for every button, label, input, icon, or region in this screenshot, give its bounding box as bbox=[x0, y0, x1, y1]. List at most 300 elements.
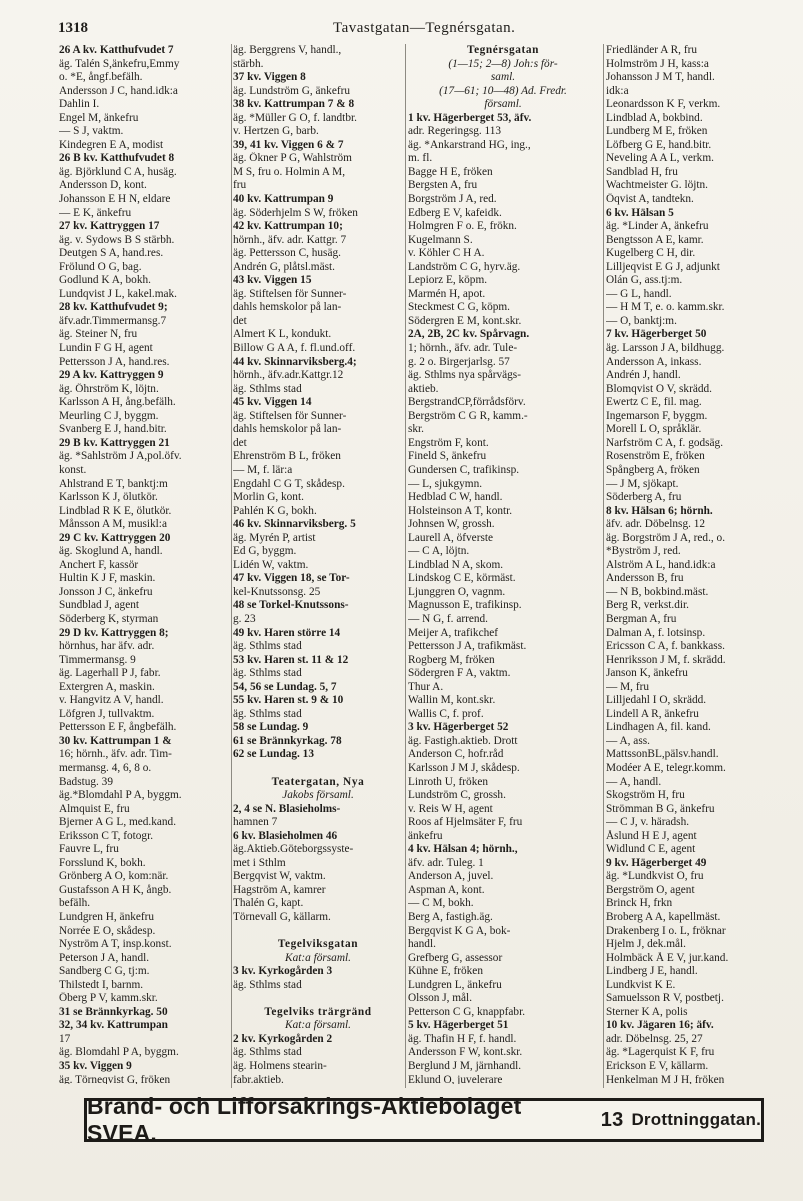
page-header bbox=[58, 14, 758, 40]
directory-line: — A, handl. bbox=[606, 775, 662, 788]
property-entry: 43 kv. Viggen 15 bbox=[233, 274, 312, 287]
directory-column-3 bbox=[408, 44, 598, 1084]
directory-line: Brinck H, frkn bbox=[606, 897, 673, 910]
directory-line: äg. Talén S,änkefru,Emmy bbox=[59, 57, 180, 70]
directory-line: äg. Sthlms stad bbox=[233, 707, 302, 720]
directory-line: Kugelberg C H, dir. bbox=[606, 247, 696, 260]
directory-line: Lundin F G H, agent bbox=[59, 342, 153, 355]
directory-line: Widlund C E, agent bbox=[606, 843, 696, 856]
directory-line: Pahlén K G, bokh. bbox=[233, 504, 317, 517]
directory-line: fru bbox=[233, 179, 247, 192]
street-heading: Teatergatan, Nya bbox=[271, 775, 365, 788]
directory-line: hörnh., äfv. adr. Kattgr. 7 bbox=[233, 233, 347, 246]
directory-line: äg. Holmens stearin- bbox=[233, 1060, 327, 1073]
directory-line: Strömman B G, änkefru bbox=[606, 802, 715, 815]
directory-line: Sundblad J, agent bbox=[59, 599, 140, 612]
column-divider bbox=[603, 44, 604, 1088]
directory-line: Lundgren H, änkefru bbox=[59, 911, 155, 923]
directory-line: Alström A L, hand.idk:a bbox=[606, 558, 716, 571]
directory-line: Gundersen C, trafikinsp. bbox=[408, 463, 520, 476]
directory-line: Öqvist A, tandtekn. bbox=[606, 193, 694, 206]
property-entry: 30 kv. Kattrumpan 1 & bbox=[59, 734, 172, 747]
directory-line: 16; hörnh., äfv. adr. Tim- bbox=[59, 748, 172, 761]
page-number: 1318 bbox=[58, 20, 88, 36]
directory-line: äg. Lagerhall P J, fabr. bbox=[59, 667, 161, 680]
directory-line: o. *E, ångf.befälh. bbox=[59, 71, 143, 84]
property-entry: 9 kv. Hägerberget 49 bbox=[606, 856, 707, 869]
directory-line: Lindblad A, bokbind. bbox=[606, 111, 703, 124]
directory-line: Lepiorz E, köpm. bbox=[408, 274, 488, 287]
directory-line: Olsson J, mål. bbox=[408, 992, 473, 1005]
directory-line: 17 bbox=[59, 1032, 71, 1045]
directory-line: äg. *Ankarstrand HG, ing., bbox=[408, 138, 531, 151]
directory-line: äg. Borgström J A, red., o. bbox=[606, 531, 726, 544]
property-entry: 6 kv. Hälsan 5 bbox=[606, 206, 674, 219]
parish-line: saml. bbox=[490, 71, 516, 84]
property-entry: 45 kv. Viggen 14 bbox=[233, 396, 312, 409]
directory-line: — C A, löjtn. bbox=[408, 545, 470, 558]
directory-line: Söderberg K, styrman bbox=[59, 612, 159, 625]
directory-line: äg. *Sahlström J A,pol.öfv. bbox=[59, 450, 182, 463]
directory-line: Andersson F W, kont.skr. bbox=[408, 1046, 523, 1059]
directory-line: Ljunggren O, vagnm. bbox=[408, 585, 506, 598]
directory-line: — A, ass. bbox=[606, 734, 650, 747]
directory-line: — L, sjukgymn. bbox=[408, 477, 483, 490]
directory-line: Berglund J M, järnhandl. bbox=[408, 1060, 522, 1073]
directory-line: Ericsson C A, f. bankkass. bbox=[606, 640, 725, 653]
directory-line: Wallin M, kont.skr. bbox=[408, 694, 496, 707]
directory-line: Modéer A E, telegr.komm. bbox=[606, 761, 726, 774]
directory-line: Jonsson J C, änkefru bbox=[59, 585, 153, 598]
directory-line: Drakenberg I o. L, fröknar bbox=[606, 924, 726, 937]
property-entry: 49 kv. Haren större 14 bbox=[233, 626, 341, 639]
directory-line: äfv. adr. Döbelnsg. 12 bbox=[606, 518, 706, 531]
directory-line: Norrée E O, skådesp. bbox=[59, 924, 156, 937]
directory-line: — G L, handl. bbox=[606, 287, 672, 300]
directory-line: Holmström J H, kass:a bbox=[606, 57, 709, 70]
directory-line: äg. Törneqvist G, fröken bbox=[59, 1073, 171, 1084]
street-heading: Tegelviks trärgränd bbox=[264, 1005, 372, 1018]
directory-line: Lindskog C E, körmäst. bbox=[408, 572, 516, 585]
ad-street: Drottninggatan. bbox=[631, 1110, 761, 1129]
directory-line: — J M, sjökapt. bbox=[606, 477, 679, 490]
directory-line: Bagge H E, fröken bbox=[408, 165, 493, 178]
directory-line bbox=[233, 762, 403, 776]
directory-line: — N G, f. arrend. bbox=[408, 612, 488, 625]
property-entry: 2 kv. Kyrkogården 2 bbox=[233, 1032, 333, 1045]
property-entry: 40 kv. Kattrumpan 9 bbox=[233, 193, 334, 206]
directory-line: *Byström J, red. bbox=[606, 545, 681, 558]
directory-line: Söderberg A, fru bbox=[606, 491, 682, 504]
directory-line: konst. bbox=[59, 463, 87, 476]
directory-line: Andrén J, handl. bbox=[606, 369, 681, 382]
directory-line: Löfberg G E, hand.bitr. bbox=[606, 138, 712, 151]
directory-line: Bjerner A G L, med.kand. bbox=[59, 816, 177, 829]
directory-line: stärbh. bbox=[233, 57, 264, 70]
directory-line: met i Sthlm bbox=[233, 856, 286, 869]
directory-line: Lundgren L, änkefru bbox=[408, 978, 502, 991]
directory-line: äg. Stiftelsen för Sunner- bbox=[233, 287, 347, 300]
directory-line: äg.Aktieb.Göteborgssyste- bbox=[233, 843, 354, 856]
property-entry: 42 kv. Kattrumpan 10; bbox=[233, 220, 343, 233]
directory-line: mermansg. 4, 6, 8 o. bbox=[59, 761, 152, 774]
directory-line: Godlund K A, bokh. bbox=[59, 274, 151, 287]
running-title: Tavastgatan—Tegnérsgatan. bbox=[333, 20, 516, 36]
property-entry: 3 kv. Hägerberget 52 bbox=[408, 721, 509, 734]
property-entry: 3 kv. Kyrkogården 3 bbox=[233, 965, 333, 978]
directory-line: Södergren E M, kont.skr. bbox=[408, 314, 522, 327]
property-entry: 7 kv. Hägerberget 50 bbox=[606, 328, 707, 341]
directory-line: Thilstedt I, barnm. bbox=[59, 978, 144, 991]
directory-line: — S J, vaktm. bbox=[59, 125, 124, 138]
directory-line: Extergren A, maskin. bbox=[59, 680, 155, 693]
directory-line: äg. *Lagerquist K F, fru bbox=[606, 1046, 715, 1059]
directory-line: Lundberg M E, fröken bbox=[606, 125, 708, 138]
property-entry: 54, 56 se Lundag. 5, 7 bbox=[233, 680, 337, 693]
column-divider bbox=[405, 44, 406, 1088]
directory-line: BergstrandCP,förrådsförv. bbox=[408, 396, 526, 409]
directory-line: Lindhagen A, fil. kand. bbox=[606, 721, 711, 734]
directory-line: Åslund H E J, agent bbox=[606, 829, 697, 842]
directory-line: Lindell A R, änkefru bbox=[606, 707, 699, 720]
property-entry: 46 kv. Skinnarviksberg. 5 bbox=[233, 518, 356, 531]
directory-line: äg. Lundström G, änkefru bbox=[233, 84, 351, 97]
directory-line: äg. *Lundkvist O, fru bbox=[606, 870, 704, 883]
directory-line: Timmermansg. 9 bbox=[59, 653, 136, 666]
directory-line: Svanberg E J, hand.bitr. bbox=[59, 423, 167, 436]
directory-line: äg. Steiner N, fru bbox=[59, 328, 138, 341]
directory-line: Marmén H, apot. bbox=[408, 287, 486, 300]
directory-line: Dahlin I. bbox=[59, 98, 100, 111]
directory-line: det bbox=[233, 314, 247, 327]
directory-line: — N B, bokbind.mäst. bbox=[606, 585, 709, 598]
directory-line: Anderson A, juvel. bbox=[408, 870, 494, 883]
directory-line: Hagström A, kamrer bbox=[233, 883, 326, 896]
directory-line: Narfström C A, f. godsäg. bbox=[606, 436, 724, 449]
directory-line: Bergström O, agent bbox=[606, 883, 695, 896]
directory-line: g. 23 bbox=[233, 612, 256, 625]
directory-line: fabr.aktieb. bbox=[233, 1073, 284, 1084]
directory-line: Öberg P V, kamm.skr. bbox=[59, 992, 158, 1005]
directory-line: — M, fru bbox=[606, 680, 649, 693]
directory-line: äg. Myrén P, artist bbox=[233, 531, 316, 544]
property-entry: 55 kv. Haren st. 9 & 10 bbox=[233, 694, 344, 707]
directory-line: äg. Sthlms stad bbox=[233, 667, 302, 680]
directory-line: Sandblad H, fru bbox=[606, 165, 678, 178]
directory-line: äg. Sthlms stad bbox=[233, 382, 302, 395]
directory-line: Pettersson J A, hand.res. bbox=[59, 355, 170, 368]
advertisement-banner bbox=[84, 1093, 764, 1146]
directory-line: Lindberg J E, handl. bbox=[606, 965, 698, 978]
parish-line: Kat:a församl. bbox=[285, 951, 351, 964]
directory-line: Bergsten A, fru bbox=[408, 179, 478, 192]
directory-line: Forsslund K, bokh. bbox=[59, 856, 146, 869]
property-entry: 5 kv. Hägerberget 51 bbox=[408, 1019, 509, 1032]
directory-line: äg. Berggrens V, handl., bbox=[233, 44, 342, 56]
directory-line: Hjelm J, dek.mål. bbox=[606, 938, 687, 951]
directory-line: kel-Knutssonsg. 25 bbox=[233, 585, 321, 598]
directory-line: Morlin G, kont. bbox=[233, 491, 304, 504]
directory-line: Johansson E H N, eldare bbox=[59, 193, 171, 206]
directory-line: Bergström C G R, kamm.- bbox=[408, 409, 528, 422]
directory-line: dahls hemskolor på lan- bbox=[233, 301, 342, 314]
directory-line: idk:a bbox=[606, 84, 629, 97]
directory-line: det bbox=[233, 436, 247, 449]
directory-line: hamnen 7 bbox=[233, 816, 278, 829]
property-entry: 27 kv. Kattryggen 17 bbox=[59, 220, 160, 233]
directory-line: adr. Döbelnsg. 25, 27 bbox=[606, 1032, 703, 1045]
directory-line: äg.*Blomdahl P A, byggm. bbox=[59, 789, 182, 802]
directory-line: Neveling A A L, verkm. bbox=[606, 152, 714, 165]
directory-line: Ahlstrand E T, banktj:m bbox=[59, 477, 168, 490]
property-entry: 29 D kv. Kattryggen 8; bbox=[59, 626, 169, 639]
directory-line: äg. Sthlms nya spårvägs- bbox=[408, 369, 521, 382]
parish-line: Kat:a församl. bbox=[285, 1019, 351, 1032]
directory-line: Edberg E V, kafeidk. bbox=[408, 206, 502, 219]
directory-line: Friedländer A R, fru bbox=[606, 44, 697, 56]
directory-line: äg. Blomdahl P A, byggm. bbox=[59, 1046, 179, 1059]
directory-line: Eriksson C T, fotogr. bbox=[59, 829, 154, 842]
directory-line: Deutgen S A, hand.res. bbox=[59, 247, 164, 260]
directory-line: Erickson E V, källarm. bbox=[606, 1060, 709, 1073]
directory-line: Lilljeqvist E G J, adjunkt bbox=[606, 260, 720, 273]
directory-line: Södergren F A, vaktm. bbox=[408, 667, 511, 680]
directory-line: äfv. adr. Tuleg. 1 bbox=[408, 856, 484, 869]
directory-line: Eklund O, juvelerare bbox=[408, 1073, 503, 1084]
directory-column-1 bbox=[59, 44, 229, 1084]
directory-line: Fineld S, änkefru bbox=[408, 450, 487, 463]
parish-line: (17—61; 10—48) Ad. Fredr. bbox=[439, 84, 567, 97]
directory-line: v. Köhler C H A. bbox=[408, 247, 485, 260]
directory-line: Hultin K J F, maskin. bbox=[59, 572, 156, 585]
directory-line: Henriksson J M, f. skrädd. bbox=[606, 653, 726, 666]
property-entry: 1 kv. Hägerberget 53, äfv. bbox=[408, 111, 532, 124]
directory-line: Holsteinson A T, kontr. bbox=[408, 504, 513, 517]
directory-line: Wallis C, f. prof. bbox=[408, 707, 484, 720]
directory-line: Ehrenström B L, fröken bbox=[233, 450, 341, 463]
directory-line: Hedblad C W, handl. bbox=[408, 491, 503, 504]
column-divider bbox=[231, 44, 232, 1088]
property-entry: 39, 41 kv. Viggen 6 & 7 bbox=[233, 138, 344, 151]
property-entry: 44 kv. Skinnarviksberg.4; bbox=[233, 355, 357, 368]
directory-line: hörnhus, har äfv. adr. bbox=[59, 640, 155, 653]
directory-line: Meijer A, trafikchef bbox=[408, 626, 499, 639]
directory-line: Lundström C, grossh. bbox=[408, 789, 506, 802]
directory-line: Samuelsson R V, postbetj. bbox=[606, 992, 724, 1005]
property-entry: 61 se Brännkyrkag. 78 bbox=[233, 734, 342, 747]
directory-line: Holmbäck Å E V, jur.kand. bbox=[606, 951, 729, 964]
directory-line: Badstug. 39 bbox=[59, 775, 113, 788]
directory-line: Olán G, ass.tj:m. bbox=[606, 274, 683, 287]
directory-line: äg. Fastigh.aktieb. Drott bbox=[408, 734, 518, 747]
directory-line: Bengtsson A E, kamr. bbox=[606, 233, 704, 246]
directory-line: äg. Söderhjelm S W, fröken bbox=[233, 206, 358, 219]
directory-line: Fauvre L, fru bbox=[59, 843, 119, 856]
directory-line: Skogström H, fru bbox=[606, 789, 685, 802]
directory-line: Pettersson J A, trafikmäst. bbox=[408, 640, 527, 653]
directory-line: Engel M, änkefru bbox=[59, 111, 139, 124]
property-entry: 38 kv. Kattrumpan 7 & 8 bbox=[233, 98, 355, 111]
directory-line: Andersson J C, hand.idk:a bbox=[59, 84, 178, 97]
directory-line: Lidén W, vaktm. bbox=[233, 558, 309, 571]
property-entry: 8 kv. Hälsan 6; hörnh. bbox=[606, 504, 713, 517]
directory-line: äg. Öhrström K, löjtn. bbox=[59, 382, 159, 395]
directory-line: hörnh., äfv.adr.Kattgr.12 bbox=[233, 369, 344, 382]
property-entry: 2, 4 se N. Blasieholms- bbox=[233, 802, 341, 815]
property-entry: 29 A kv. Kattryggen 9 bbox=[59, 369, 164, 382]
directory-line: äfv.adr.Timmermansg.7 bbox=[59, 314, 167, 327]
directory-line: Broberg A A, kapellmäst. bbox=[606, 911, 721, 923]
directory-line: Thalén G, kapt. bbox=[233, 897, 304, 910]
directory-line: Kugelmann S. bbox=[408, 233, 473, 246]
property-entry: 4 kv. Hälsan 4; hörnh., bbox=[408, 843, 518, 856]
directory-line: Karlsson A H, ång.befälh. bbox=[59, 396, 176, 409]
directory-line: äg. Pettersson C, husäg. bbox=[233, 247, 341, 260]
property-entry: 29 C kv. Kattryggen 20 bbox=[59, 531, 171, 544]
directory-line: Berg R, verkst.dir. bbox=[606, 599, 689, 612]
directory-line: äg. Larsson J A, bildhugg. bbox=[606, 342, 725, 355]
directory-line: Grönberg A O, kom:när. bbox=[59, 870, 169, 883]
directory-line: Månsson A M, musikl:a bbox=[59, 518, 167, 531]
directory-line: v. Reis W H, agent bbox=[408, 802, 493, 815]
directory-line: Steckmest C G, köpm. bbox=[408, 301, 510, 314]
directory-line: Holmgren F o. E, frökn. bbox=[408, 220, 517, 233]
directory-line: Lindblad R K E, ölutkör. bbox=[59, 504, 172, 517]
directory-line: äg. Björklund C A, husäg. bbox=[59, 165, 177, 178]
directory-line bbox=[233, 925, 403, 939]
property-entry: 29 B kv. Kattryggen 21 bbox=[59, 436, 170, 449]
property-entry: 10 kv. Jägaren 16; äfv. bbox=[606, 1019, 714, 1032]
directory-line: Johnsen W, grossh. bbox=[408, 518, 495, 531]
directory-line: Kühne E, fröken bbox=[408, 965, 483, 978]
property-entry: 32, 34 kv. Kattrumpan bbox=[59, 1019, 168, 1032]
property-entry: 37 kv. Viggen 8 bbox=[233, 71, 306, 84]
street-heading: Tegnérsgatan bbox=[466, 44, 540, 56]
directory-line: Billow G A A, f. fl.und.off. bbox=[233, 342, 356, 355]
directory-line: skr. bbox=[408, 423, 425, 436]
parish-line: församl. bbox=[484, 98, 522, 111]
directory-line: v. Hangvitz A V, handl. bbox=[59, 694, 164, 707]
property-entry: 35 kv. Viggen 9 bbox=[59, 1060, 132, 1073]
directory-line: Grefberg G, assessor bbox=[408, 951, 503, 964]
directory-line: Magnusson E, trafikinsp. bbox=[408, 599, 522, 612]
directory-line: Anderson C, hofr.råd bbox=[408, 748, 504, 761]
directory-line: MattssonBL,pälsv.handl. bbox=[606, 748, 719, 761]
property-entry: 62 se Lundag. 13 bbox=[233, 748, 314, 761]
ad-street-number: 13 bbox=[600, 1108, 624, 1131]
directory-line: Bergman A, fru bbox=[606, 612, 677, 625]
directory-line: Kindegren E A, modist bbox=[59, 138, 164, 151]
directory-line: äg. Sthlms stad bbox=[233, 978, 302, 991]
directory-line: Johansson J M T, handl. bbox=[606, 71, 715, 84]
directory-line: Andersson D, kont. bbox=[59, 179, 147, 192]
directory-line: — C J, v. häradsh. bbox=[606, 816, 690, 829]
directory-line: Anchert F, kassör bbox=[59, 558, 139, 571]
directory-line: aktieb. bbox=[408, 382, 439, 395]
directory-line: äg. Sthlms stad bbox=[233, 1046, 302, 1059]
directory-line: Lundqvist J L, kakel.mak. bbox=[59, 287, 177, 300]
directory-line: Peterson J A, handl. bbox=[59, 951, 150, 964]
directory-line: Wachtmeister G. löjtn. bbox=[606, 179, 708, 192]
directory-line: Sandberg C G, tj:m. bbox=[59, 965, 150, 978]
directory-line: Lundkvist K E. bbox=[606, 978, 676, 991]
directory-line: Andersson A, inkass. bbox=[606, 355, 702, 368]
directory-line: 1; hörnh., äfv. adr. Tule- bbox=[408, 342, 518, 355]
directory-line: Bergqvist K G A, bok- bbox=[408, 924, 511, 937]
directory-line: Lilljedahl I O, skrädd. bbox=[606, 694, 707, 707]
directory-line: Morell L O, språklär. bbox=[606, 423, 702, 436]
property-entry: 53 kv. Haren st. 11 & 12 bbox=[233, 653, 349, 666]
directory-line: Törnevall G, källarm. bbox=[233, 911, 331, 923]
directory-line: Pettersson E F, ångbefälh. bbox=[59, 721, 177, 734]
directory-line: Aspman A, kont. bbox=[408, 883, 485, 896]
directory-line: Linroth U, fröken bbox=[408, 775, 488, 788]
directory-line: Almquist E, fru bbox=[59, 802, 130, 815]
directory-line: — H M T, e. o. kamm.skr. bbox=[606, 301, 725, 314]
directory-line: Thur A. bbox=[408, 680, 444, 693]
directory-line: Frölund O G, bag. bbox=[59, 260, 142, 273]
directory-line: Engström F, kont. bbox=[408, 436, 489, 449]
directory-line: Löfgren J, tullvaktm. bbox=[59, 707, 155, 720]
street-heading: Tegelviksgatan bbox=[277, 938, 359, 951]
directory-line: g. 2 o. Birgerjarlsg. 57 bbox=[408, 355, 510, 368]
directory-line: Petterson C G, knappfabr. bbox=[408, 1005, 526, 1018]
property-entry: 31 se Brännkyrkag. 50 bbox=[59, 1005, 168, 1018]
ad-company: Brand- och Lifförsäkrings-Aktiebolaget SVEA. bbox=[87, 1093, 522, 1146]
directory-line: Karlsson J M J, skådesp. bbox=[408, 761, 520, 774]
directory-line: — O, banktj:m. bbox=[606, 314, 677, 327]
directory-line: Laurell A, öfverste bbox=[408, 531, 494, 544]
property-entry: 48 se Torkel-Knutssons- bbox=[233, 599, 349, 612]
directory-line: Henkelman M J H, fröken bbox=[606, 1073, 725, 1084]
directory-line: — C M, bokh. bbox=[408, 897, 474, 910]
directory-line: äg. Sthlms stad bbox=[233, 640, 302, 653]
directory-line: Andersson B, fru bbox=[606, 572, 684, 585]
directory-line: Andrén G, plåtsl.mäst. bbox=[233, 260, 335, 273]
directory-line: Borgström J A, red. bbox=[408, 193, 497, 206]
directory-line: — E K, änkefru bbox=[59, 206, 132, 219]
property-entry: 26 B kv. Katthufvudet 8 bbox=[59, 152, 175, 165]
directory-line: v. Hertzen G, barb. bbox=[233, 125, 319, 138]
directory-line: äg. v. Sydows B S stärbh. bbox=[59, 233, 175, 246]
directory-line: Sterner K A, polis bbox=[606, 1005, 688, 1018]
property-entry: 58 se Lundag. 9 bbox=[233, 721, 309, 734]
directory-column-2 bbox=[233, 44, 403, 1084]
directory-line: handl. bbox=[408, 938, 436, 951]
directory-line bbox=[233, 992, 403, 1006]
directory-line: Rosenström E, fröken bbox=[606, 450, 705, 463]
property-entry: 6 kv. Blasieholmen 46 bbox=[233, 829, 338, 842]
directory-line: Ingemarson F, byggm. bbox=[606, 409, 708, 422]
directory-line: adr. Regeringsg. 113 bbox=[408, 125, 502, 138]
directory-line: änkefru bbox=[408, 829, 443, 842]
directory-line: Nyström A T, insp.konst. bbox=[59, 938, 172, 951]
directory-line: Bergqvist W, vaktm. bbox=[233, 870, 326, 883]
directory-line: befälh. bbox=[59, 897, 91, 910]
directory-line: m. fl. bbox=[408, 152, 433, 165]
directory-line: Meurling C J, byggm. bbox=[59, 409, 159, 422]
property-entry: 47 kv. Viggen 18, se Tor- bbox=[233, 572, 350, 585]
directory-line: Ewertz C E, fil. mag. bbox=[606, 396, 702, 409]
directory-column-4 bbox=[606, 44, 768, 1084]
directory-line: Janson K, änkefru bbox=[606, 667, 688, 680]
directory-line: Leonardsson K F, verkm. bbox=[606, 98, 721, 111]
directory-line: Landström C G, hyrv.äg. bbox=[408, 260, 521, 273]
property-entry: 26 A kv. Katthufvudet 7 bbox=[59, 44, 174, 56]
directory-line: äg. *Linder A, änkefru bbox=[606, 220, 709, 233]
parish-line: (1—15; 2—8) Joh:s för- bbox=[448, 57, 558, 70]
directory-line: Gustafsson A H K, ångb. bbox=[59, 883, 172, 896]
